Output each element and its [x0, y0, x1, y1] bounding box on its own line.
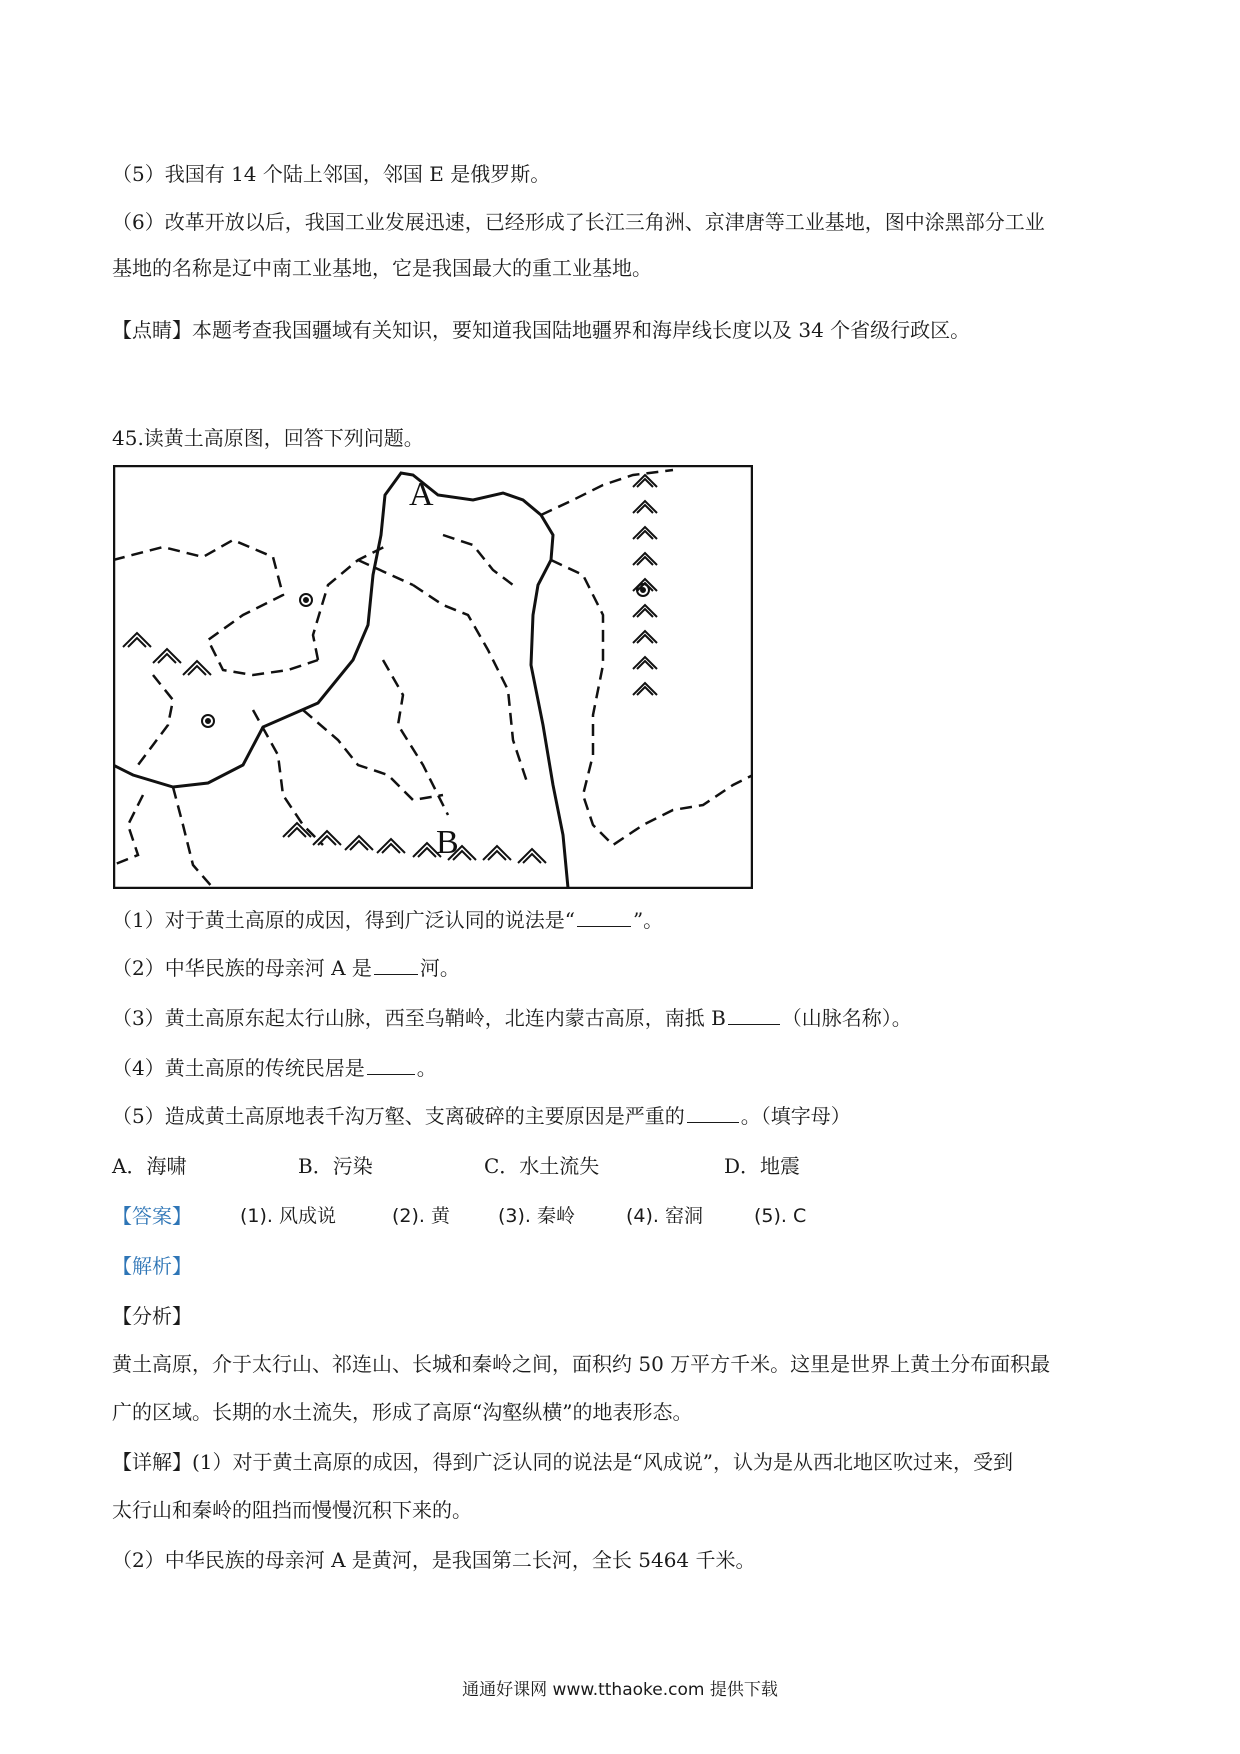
detail-line: （2）中华民族的母亲河 A 是黄河，是我国第二长河，全长 5464 千米。 [112, 1548, 756, 1572]
answer-3: (3). 秦岭 [498, 1205, 575, 1227]
option-c: C．水土流失 [484, 1154, 600, 1178]
page-footer: 通通好课网 www.tthaoke.com 提供下载 [462, 1680, 778, 1700]
analysis-paragraph-line: 黄土高原，介于太行山、祁连山、长城和秦岭之间，面积约 50 万平方千米。这里是世界上黄土分布面积最 [112, 1352, 1051, 1376]
question-45-title: 45.读黄土高原图，回答下列问题。 [112, 426, 424, 450]
map-label-b: B [436, 824, 459, 861]
answer-4: (4). 窑洞 [626, 1205, 703, 1227]
answer-5: (5). C [754, 1205, 807, 1227]
answer-blank[interactable] [728, 1006, 780, 1025]
question-5: （5）造成黄土高原地表千沟万壑、支离破碎的主要原因是严重的 。（填字母） [112, 1104, 851, 1128]
question-2: （2）中华民族的母亲河 A 是 河。 [112, 956, 460, 980]
detail-line: 【详解】(1）对于黄土高原的成因，得到广泛认同的说法是“风成说”，认为是从西北地区吹过来，受到 [112, 1450, 1013, 1474]
option-a: A．海啸 [112, 1154, 187, 1178]
text-line: （5）我国有 14 个陆上邻国，邻国 E 是俄罗斯。 [112, 162, 551, 186]
option-b: B．污染 [298, 1154, 373, 1178]
detail-line: 太行山和秦岭的阻挡而慢慢沉积下来的。 [112, 1498, 472, 1522]
answer-2: (2). 黄 [392, 1205, 450, 1227]
option-d: D．地震 [724, 1154, 801, 1178]
analysis-label: 【解析】 [112, 1254, 192, 1278]
question-1: （1）对于黄土高原的成因，得到广泛认同的说法是“ ”。 [112, 908, 664, 932]
text-line: （6）改革开放以后，我国工业发展迅速，已经形成了长江三角洲、京津唐等工业基地，图中涂黑部分工业 [112, 210, 1045, 234]
question-4: （4）黄土高原的传统民居是 。 [112, 1056, 437, 1080]
answer-label: 【答案】 [112, 1204, 192, 1228]
question-3: （3）黄土高原东起太行山脉，西至乌鞘岭，北连内蒙古高原，南抵 B （山脉名称）。 [112, 1006, 912, 1030]
analysis-paragraph-line: 广的区域。长期的水土流失，形成了高原“沟壑纵横”的地表形态。 [112, 1400, 693, 1424]
answer-blank[interactable] [687, 1104, 739, 1123]
answer-1: (1). 风成说 [240, 1205, 336, 1227]
fenxi-label: 【分析】 [112, 1304, 192, 1328]
map-label-a: A [409, 476, 434, 513]
key-point-line: 【点睛】本题考查我国疆域有关知识，要知道我国陆地疆界和海岸线长度以及 34 个省级行政区。 [112, 318, 971, 342]
loess-plateau-map [113, 465, 753, 889]
answer-blank[interactable] [577, 908, 631, 927]
answer-blank[interactable] [367, 1056, 415, 1075]
answer-blank[interactable] [374, 956, 418, 975]
text-line: 基地的名称是辽中南工业基地，它是我国最大的重工业基地。 [112, 256, 652, 280]
